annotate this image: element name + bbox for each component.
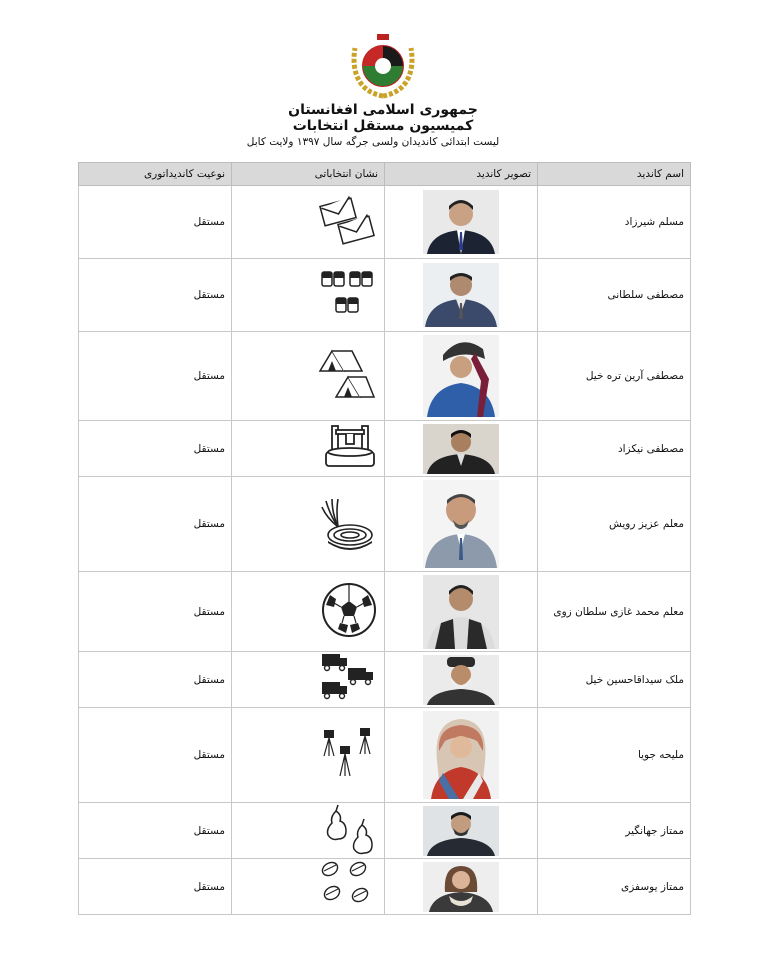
candidate-name: مصطفی آرین تره خیل (538, 332, 691, 421)
candidacy-type: مستقل (79, 652, 232, 708)
election-symbol-cell (232, 572, 385, 652)
column-header-photo: تصویر کاندید (385, 163, 538, 186)
column-header-type: نوعیت کاندیداتوری (79, 163, 232, 186)
table-row (79, 421, 691, 477)
candidates-table (78, 162, 691, 915)
candidacy-type: مستقل (79, 477, 232, 572)
candidate-name: مسلم شیرزاد (538, 186, 691, 259)
table-header-row (79, 163, 691, 186)
table-row (79, 859, 691, 915)
envelopes-icon (318, 196, 378, 246)
well-icon (322, 422, 378, 472)
candidate-photo (423, 711, 499, 799)
candidacy-type: مستقل (79, 572, 232, 652)
column-header-name: اسم کاندید (538, 163, 691, 186)
trucks-icon (320, 652, 378, 704)
election-symbol-cell (232, 186, 385, 259)
candidate-photo (423, 335, 499, 417)
table-row (79, 652, 691, 708)
candidate-name: ملیحه جویا (538, 708, 691, 803)
election-symbol-cell (232, 708, 385, 803)
column-header-symbol: نشان انتخاباتی (232, 163, 385, 186)
table-row (79, 803, 691, 859)
commission-title: کمیسیون مستقل انتخابات (292, 118, 474, 134)
candidate-photo-cell (385, 332, 538, 421)
pears-icon (322, 803, 378, 855)
candidate-photo (423, 575, 499, 649)
candidacy-type: مستقل (79, 421, 232, 477)
candidate-name: ملک سیداقاحسین خیل (538, 652, 691, 708)
table-row (79, 186, 691, 259)
football-icon (320, 581, 378, 639)
candidate-photo-cell (385, 572, 538, 652)
candidate-photo (423, 806, 499, 856)
candidate-photo-cell (385, 803, 538, 859)
vases-icon (318, 859, 378, 911)
election-symbol-cell (232, 259, 385, 332)
candidate-photo-cell (385, 708, 538, 803)
candidacy-type: مستقل (79, 708, 232, 803)
election-symbol-cell (232, 332, 385, 421)
table-row (79, 332, 691, 421)
bird-nest-icon (318, 493, 378, 553)
candidacy-type: مستقل (79, 186, 232, 259)
table-row (79, 572, 691, 652)
election-symbol-cell (232, 803, 385, 859)
candidacy-type: مستقل (79, 803, 232, 859)
table-row (79, 477, 691, 572)
candidate-photo-cell (385, 259, 538, 332)
candidate-photo (423, 190, 499, 254)
election-symbol-cell (232, 859, 385, 915)
candidate-photo-cell (385, 186, 538, 259)
candidate-photo (423, 655, 499, 705)
election-commission-emblem (347, 30, 419, 100)
candidate-name: معلم عزیز رویش (538, 477, 691, 572)
candidacy-type: مستقل (79, 259, 232, 332)
list-subtitle: لیست ابتدائی کاندیدان ولسی جرگه سال ۱۳۹۷ ولایت کابل (246, 136, 500, 148)
tripod-cameras-icon (320, 726, 378, 782)
election-symbol-cell (232, 652, 385, 708)
candidate-name: ممتاز یوسفزی (538, 859, 691, 915)
election-symbol-cell (232, 421, 385, 477)
candidate-photo (423, 263, 499, 327)
republic-title: جمهوری اسلامی افغانستان (288, 102, 478, 118)
candidate-name: ممتاز جهانگیر (538, 803, 691, 859)
table-row (79, 708, 691, 803)
binoculars-icon (318, 268, 378, 320)
candidate-photo (423, 480, 499, 568)
table-row (79, 259, 691, 332)
candidate-photo (423, 862, 499, 912)
candidate-photo-cell (385, 859, 538, 915)
candidacy-type: مستقل (79, 332, 232, 421)
candidate-name: معلم محمد غازی سلطان زوی (538, 572, 691, 652)
candidate-photo-cell (385, 652, 538, 708)
candidacy-type: مستقل (79, 859, 232, 915)
candidate-photo-cell (385, 421, 538, 477)
election-symbol-cell (232, 477, 385, 572)
tents-icon (316, 347, 378, 403)
candidate-name: مصطفی نیکزاد (538, 421, 691, 477)
candidate-name: مصطفی سلطانی (538, 259, 691, 332)
candidate-photo-cell (385, 477, 538, 572)
document-header (0, 30, 766, 149)
candidate-photo (423, 424, 499, 474)
